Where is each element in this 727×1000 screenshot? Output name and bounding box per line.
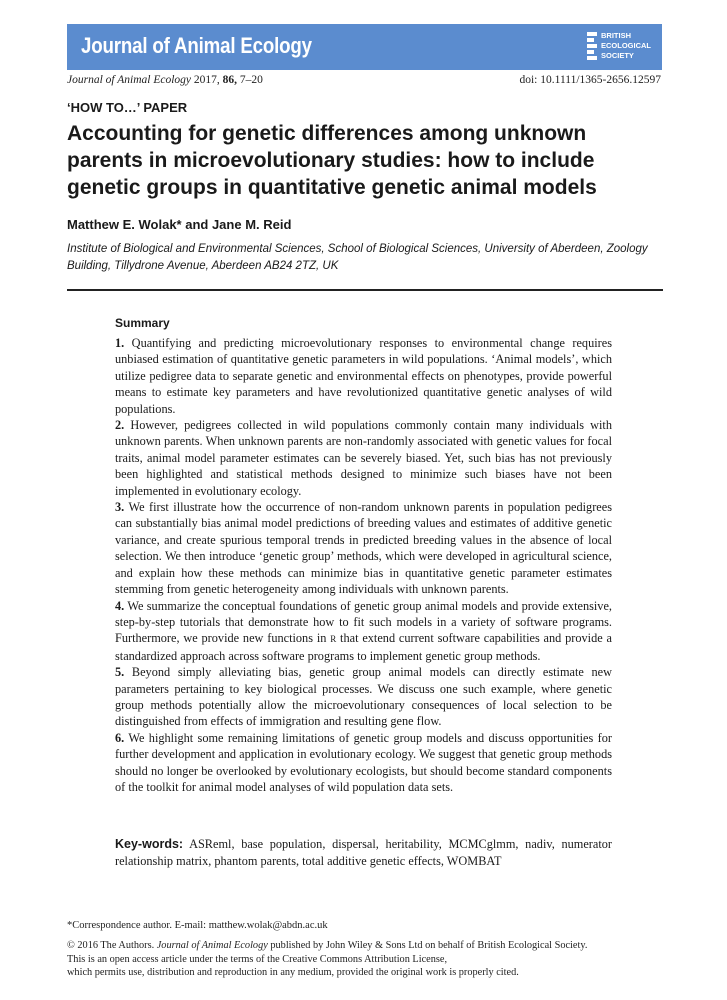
summary-item: 6. We highlight some remaining limitations of genetic group models and discuss opportunities for further development and application in evolutionary ecology. We suggest that genetic group methods should no longer be overlooked by evolutionary ecologists, but should become standard components of the toolkit for animal model analyses of wild population data sets.: [115, 730, 612, 794]
summary-item: 4. We summarize the conceptual foundations of genetic group animal models and provide extensive, step-by-step tutorials that demonstrate how to fit such models in a variety of software programs. Furthermore, we provide new functions in R that extend current software capabilities and provide a standardized approach across software programs to implement genetic group methods.: [115, 598, 612, 663]
citation: Journal of Animal Ecology 2017, 86, 7–20: [67, 74, 263, 86]
summary-item: 5. Beyond simply alleviating bias, genetic group animal models can directly estimate new parameters pertaining to key biological processes. We discuss one such example, where genetic group methods potentially allow the microevolutionary consequences of local selection to be distinguished from effects of immigration and resulting gene flow.: [115, 665, 612, 729]
summary-item: 3. We first illustrate how the occurrence of non-random unknown parents in population pedigrees can substantially bias animal model predictions of breeding values and estimates of additive genetic variance, and create spurious temporal trends in predicted breeding values in the absence of local selection. We then introduce ‘genetic group’ methods, which were developed in agricultural science, and explain how these methods can minimize bias in quantitative genetic parameter estimates stemming from genetic heterogeneity among individuals with unknown parents.: [115, 500, 612, 597]
journal-name: Journal of Animal Ecology: [81, 33, 312, 58]
keywords: Key-words: ASReml, base population, dispersal, heritability, MCMCglmm, nadiv, numerator relationship matrix, phantom parents, total additive genetic effects, WOMBAT: [115, 837, 612, 868]
summary-body: [115, 335, 612, 795]
bes-logo-icon: [587, 32, 597, 60]
authors: Matthew E. Wolak* and Jane M. Reid: [67, 217, 292, 232]
affiliation: Institute of Biological and Environmental Sciences, School of Biological Sciences, University of Aberdeen, Zoology Building, Tillydrone Avenue, Aberdeen AB24 2TZ, UK: [67, 243, 648, 272]
society-name: BRITISH ECOLOGICAL SOCIETY: [601, 31, 651, 60]
journal-banner: [67, 24, 662, 70]
summary-item: 1. Quantifying and predicting microevolutionary responses to environmental change requires unbiased estimation of quantitative genetic parameters in wild populations. ‘Animal models’, which utilize pedigree data to separate genetic and environmental effects on phenotypes, provide powerful means to estimate key parameters and have revolutionized quantitative genetic analyses of wild populations.: [115, 336, 612, 416]
correspondence-footnote: *Correspondence author. E-mail: matthew.wolak@abdn.ac.uk: [67, 920, 328, 931]
summary-item: 2. However, pedigrees collected in wild populations commonly contain many individuals with unknown parents. When unknown parents are non-randomly associated with genetic values for focal traits, animal model parameter estimates can be severely biased. Yet, such bias has not previously been highlighted and statistical methods designed to minimize such biases have not been implemented in evolutionary ecology.: [115, 418, 612, 498]
society-logo: [587, 30, 653, 64]
doi[interactable]: doi: 10.1111/1365-2656.12597: [519, 74, 661, 86]
section-label: ‘HOW TO…’ PAPER: [67, 100, 188, 115]
divider: [67, 289, 663, 291]
license-text: © 2016 The Authors. Journal of Animal Ecology published by John Wiley & Sons Ltd on behalf of British Ecological Society. This is an open access article under the terms of the Creative Commons Attribution License, which permits use, distribution and reproduction in any medium, provided the original work is properly cited.: [67, 940, 588, 978]
summary-heading: Summary: [115, 316, 170, 330]
article-title: Accounting for genetic differences among unknown parents in microevolutionary studies: how to include genetic groups in quantitative genetic animal models: [67, 122, 597, 199]
